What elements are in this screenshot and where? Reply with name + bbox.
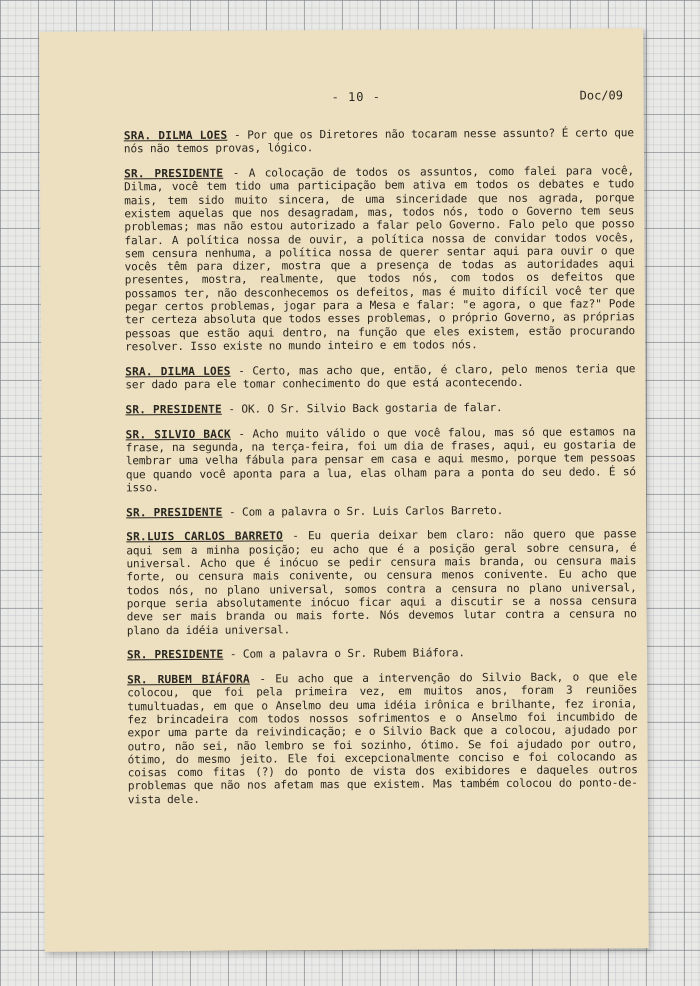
speech-text: - Certo, mas acho que, então, é claro, pelo menos teria que ser dado para ele tomar conhecimento do que está acontecendo. (125, 361, 636, 392)
speaker-name: SR. PRESIDENTE (126, 505, 223, 519)
speaker-name: SRA. DILMA LOES (123, 128, 228, 143)
speaker-name: SR. PRESIDENTE (126, 648, 224, 662)
page-header (40, 88, 644, 112)
speech-text: - Eu acho que a intervenção do Silvio Back, o que ele colocou, que foi pela primeira vez, em muitos anos, foram 3 reuniões tumultuadas, em que o Anselmo deu uma idéia irônica e brilhante, fez ironia, fez brincadeira com todos nossos sofrimentos e o Anselmo foi incumbido de expor uma parte da reivindicação; e o Silvio Back que a colocou, ajudado por outro, não sei, não lembro se foi sozinho, ótimo. Se foi ajudado por outro, ótimo, do mesmo jeito. Ele foi excepcionalmente conciso e foi colocando as coisas como fitas (?) do ponto de vista dos exibidores e daqueles outros problemas que não nos afetam mas que existem. Mas também colocou do ponto-de-vista dele. (127, 670, 638, 807)
speech-text: - Com a palavra o Sr. Luis Carlos Barreto. (222, 503, 504, 519)
speech-text: - A colocação de todos os assuntos, como falei para você, Dilma, você tem tido uma participação bem ativa em todos os debates e tudo mais, tem sido muito sincera, de uma sinceridade que nos agrada, porque existem aquelas que nos desagradam, mas, todos nós, todo o Governo tem seus problemas; mas não estou autorizado a falar pelo Governo. Falo pelo que posso falar. A política nossa de ouvir, a política nossa de convidar todos vocês, sem censura nenhuma, a política nossa de querer sentar aqui para ouvir o que vocês têm para dizer, mostra que a presença de todas as autoridades aqui presentes, mostra, realmente, que todos nós, com todos os defeitos que possamos ter, não desconhecemos os defeitos, mas é muito difícil você ter que pegar certos problemas, jogar para a Mesa e falar: "e agora, o que faz?" Pode ter certeza absoluta que todos esses problemas, o próprio Governo, as próprias pessoas que estão aqui dentro, na função que eles existem, estão procurando resolver. Isso existe no mundo inteiro e em todos nós. (124, 164, 636, 354)
speech-text: - Por que os Diretores não tocaram nesse assunto? É certo que nós não temos provas, lógico. (123, 126, 634, 156)
speaker-name: SR. SILVIO BACK (125, 427, 231, 441)
speech-text: - Eu queria deixar bem claro: não quero que passe aqui sem a minha posição; eu acho que é a posição geral sobre censura, é universal. Acho que é inócuo se pedir censura mais branda, ou censura mais forte, ou censura mais conivente, ou censura menos conivente. Eu acho que todos nós, no plano universal, somos contra a censura no plano universal, porque seria absolutamente inócuo ficar aqui a discutir se a nossa censura deve ser mais branda ou mais forte. Nós devemos lutar contra a censura no plano da idéia universal. (126, 527, 637, 637)
typewritten-page (39, 28, 649, 952)
speech-text: - OK. O Sr. Silvio Back gostaria de falar. (221, 400, 503, 416)
transcript-entry (126, 503, 636, 519)
transcript-entry (127, 646, 637, 662)
speech-text: - Acho muito válido o que você falou, mas só que estamos na frase, na segunda, na terça-feira, foi um dia de frases, aqui, eu gostaria de lembrar uma velha fábula para pensar em casa e aqui mesmo, porque tem pessoas que quando você aponta para a lua, elas olham para a ponta do seu dedo. É só isso. (125, 424, 636, 495)
transcript-entry (126, 528, 637, 637)
transcript-entry (125, 362, 635, 392)
transcript-entry (127, 670, 638, 806)
page-number: - 10 - (331, 89, 382, 105)
speaker-name: SR. RUBEM BIÁFORA (127, 672, 250, 687)
speaker-name: SR.LUIS CARLOS BARRETO (126, 529, 284, 544)
transcript-entry (125, 400, 635, 416)
speech-text: - Com a palavra o Sr. Rubem Biáfora. (223, 646, 465, 662)
document-id: Doc/09 (579, 88, 623, 103)
speaker-name: SRA. DILMA LOES (125, 364, 231, 379)
speaker-name: SR. PRESIDENTE (124, 166, 224, 181)
transcript-entry (124, 126, 634, 156)
speaker-name: SR. PRESIDENTE (125, 402, 222, 417)
transcript-body (124, 126, 638, 818)
transcript-entry (126, 425, 636, 495)
transcript-entry (124, 164, 635, 353)
